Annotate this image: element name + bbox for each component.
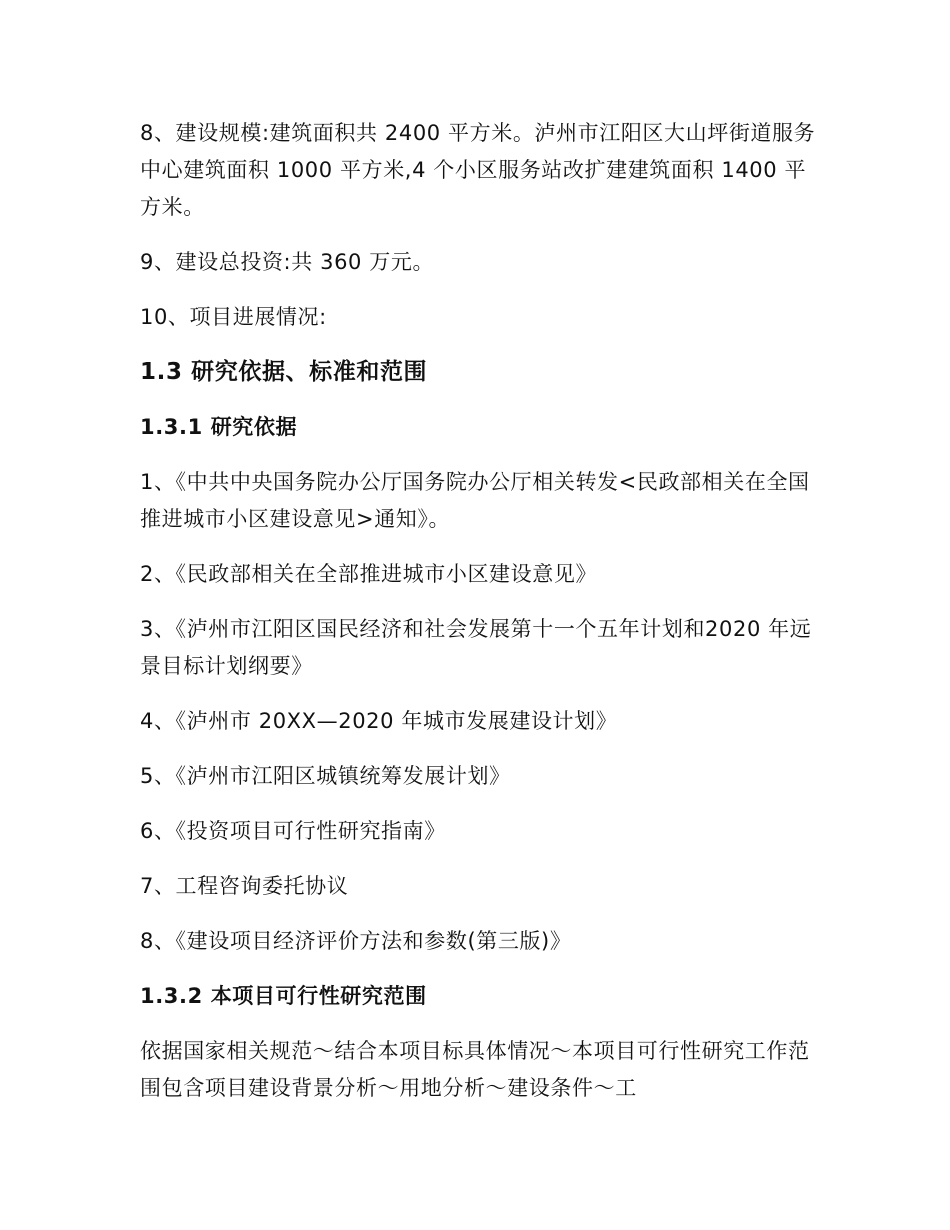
paragraph-total-investment: 9、建设总投资:共 360 万元。 <box>140 250 435 274</box>
document-body <box>140 115 820 1125</box>
section-heading-1-3: 1.3 研究依据、标准和范围 <box>140 359 428 385</box>
basis-item-6: 6、《投资项目可行性研究指南》 <box>140 819 446 843</box>
basis-item-5: 5、《泸州市江阳区城镇统筹发展计划》 <box>140 764 511 788</box>
paragraph-research-scope: 依据国家相关规范～结合本项目标具体情况～本项目可行性研究工作范围包含项目建设背景分析～用地分析～建设条件～工 <box>140 1039 810 1100</box>
paragraph-construction-scale: 8、建设规模:建筑面积共 2400 平方米。泸州市江阳区大山坪街道服务中心建筑面积 1000 平方米,4 个小区服务站改扩建建筑面积 1400 平方米。 <box>140 121 816 219</box>
basis-item-4: 4、《泸州市 20XX—2020 年城市发展建设计划》 <box>140 709 618 733</box>
basis-item-8: 8、《建设项目经济评价方法和参数(第三版)》 <box>140 929 572 953</box>
paragraph-project-progress: 10、项目进展情况: <box>140 305 327 329</box>
basis-item-1: 1、《中共中央国务院办公厅国务院办公厅相关转发<民政部相关在全国推进城市小区建设意见>通知》。 <box>140 470 810 531</box>
basis-item-7: 7、工程咨询委托协议 <box>140 874 349 898</box>
basis-item-2: 2、《民政部相关在全部推进城市小区建设意见》 <box>140 562 598 586</box>
basis-item-3: 3、《泸州市江阳区国民经济和社会发展第十一个五年计划和2020 年远景目标计划纲要》 <box>140 617 812 678</box>
subsection-heading-1-3-2: 1.3.2 本项目可行性研究范围 <box>140 984 427 1008</box>
subsection-heading-1-3-1: 1.3.1 研究依据 <box>140 415 298 439</box>
